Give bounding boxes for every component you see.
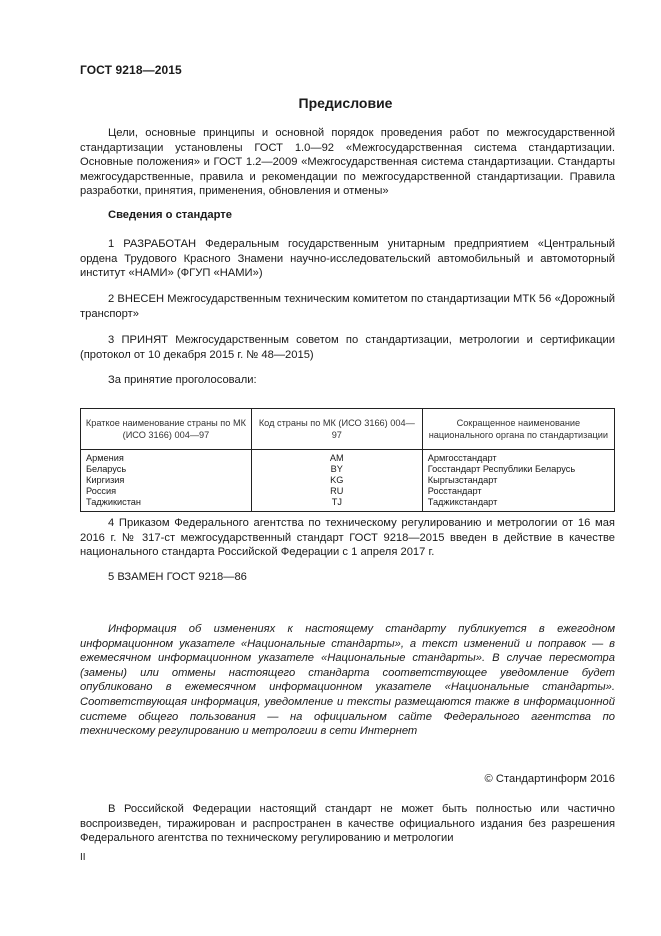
body-cell: Таджикстандарт <box>422 497 614 512</box>
country-cell: Таджикистан <box>81 497 252 512</box>
table-row <box>81 464 615 475</box>
amendments-notice: Информация об изменениях к настоящему стандарту публикуется в ежегодном информационном указателе «Национальные стандарты», а текст изменений и поправок — в ежемесячном информационном указателе «Национальные стандарты». В случае пересмотра (замены) или отмены настоящего стандарта соответствующее уведомление будет опубликовано в ежемесячном информационном указателе «Национальные стандарты». Соответствующая информация, уведомление и тексты размещаются также в информационной системе общего пользования — на официальном сайте Федерального агентства по техническому регулированию и метрологии в сети Интернет <box>80 623 615 738</box>
column-header-code: Код страны по МК (ИСО 3166) 004—97 <box>251 409 422 450</box>
table-row <box>81 486 615 497</box>
rights-notice: В Российской Федерации настоящий стандарт не может быть полностью или частично воспроизведен, тиражирован и распространен в качестве официального издания без разрешения Федерального агентства по техническому регулированию и метрологии <box>80 803 615 845</box>
code-cell: AM <box>251 450 422 465</box>
page-title: Предисловие <box>298 95 393 111</box>
column-header-body: Сокращенное наименование национального органа по стандартизации <box>422 409 614 450</box>
table-row <box>81 497 615 512</box>
intro-paragraph: Цели, основные принципы и основной порядок проведения работ по межгосударственной стандартизации установлены ГОСТ 1.0—92 «Межгосударственная система стандартизации. Основные положения» и ГОСТ 1.2—2009 «Межгосударственная система стандартизации. Стандарты межгосударственные, правила и рекомендации по межгосударственной стандартизации. Правила разработки, принятия, применения, обновления и отмены» <box>80 127 615 198</box>
voted-label: За принятие проголосовали: <box>108 374 257 386</box>
section-heading: Сведения о стандарте <box>108 209 232 221</box>
table-row <box>81 450 615 465</box>
document-code: ГОСТ 9218—2015 <box>80 63 182 77</box>
code-cell: TJ <box>251 497 422 512</box>
body-cell: Кыргызстандарт <box>422 475 614 486</box>
page-number: II <box>80 852 86 863</box>
table-header-row <box>81 409 615 450</box>
code-cell: KG <box>251 475 422 486</box>
column-header-country: Краткое наименование страны по МК (ИСО 3166) 004—97 <box>81 409 252 450</box>
item-adopted: 3 ПРИНЯТ Межгосударственным советом по стандартизации, метрологии и сертификации (протокол от 10 декабря 2015 г. № 48—2015) <box>80 334 615 361</box>
body-cell: Госстандарт Республики Беларусь <box>422 464 614 475</box>
table-row <box>81 475 615 486</box>
item-replaces: 5 ВЗАМЕН ГОСТ 9218—86 <box>108 571 247 583</box>
country-cell: Россия <box>81 486 252 497</box>
body-cell: Армгосстандарт <box>422 450 614 465</box>
item-developed: 1 РАЗРАБОТАН Федеральным государственным унитарным предприятием «Центральный ордена Трудового Красного Знамени научно-исследовательский автомобильный и автомоторный институт «НАМИ» (ФГУП «НАМИ») <box>80 238 615 280</box>
copyright-line: © Стандартинформ 2016 <box>484 773 615 785</box>
country-cell: Киргизия <box>81 475 252 486</box>
country-cell: Армения <box>81 450 252 465</box>
body-cell: Росстандарт <box>422 486 614 497</box>
code-cell: BY <box>251 464 422 475</box>
item-order: 4 Приказом Федерального агентства по техническому регулированию и метрологии от 16 мая 2016 г. № 317-ст межгосударственный стандарт ГОСТ 9218—2015 введен в действие в качестве национального стандарта Российской Федерации с 1 апреля 2017 г. <box>80 517 615 559</box>
country-cell: Беларусь <box>81 464 252 475</box>
countries-table <box>80 408 615 512</box>
code-cell: RU <box>251 486 422 497</box>
item-introduced: 2 ВНЕСЕН Межгосударственным техническим комитетом по стандартизации МТК 56 «Дорожный транспорт» <box>80 293 615 320</box>
